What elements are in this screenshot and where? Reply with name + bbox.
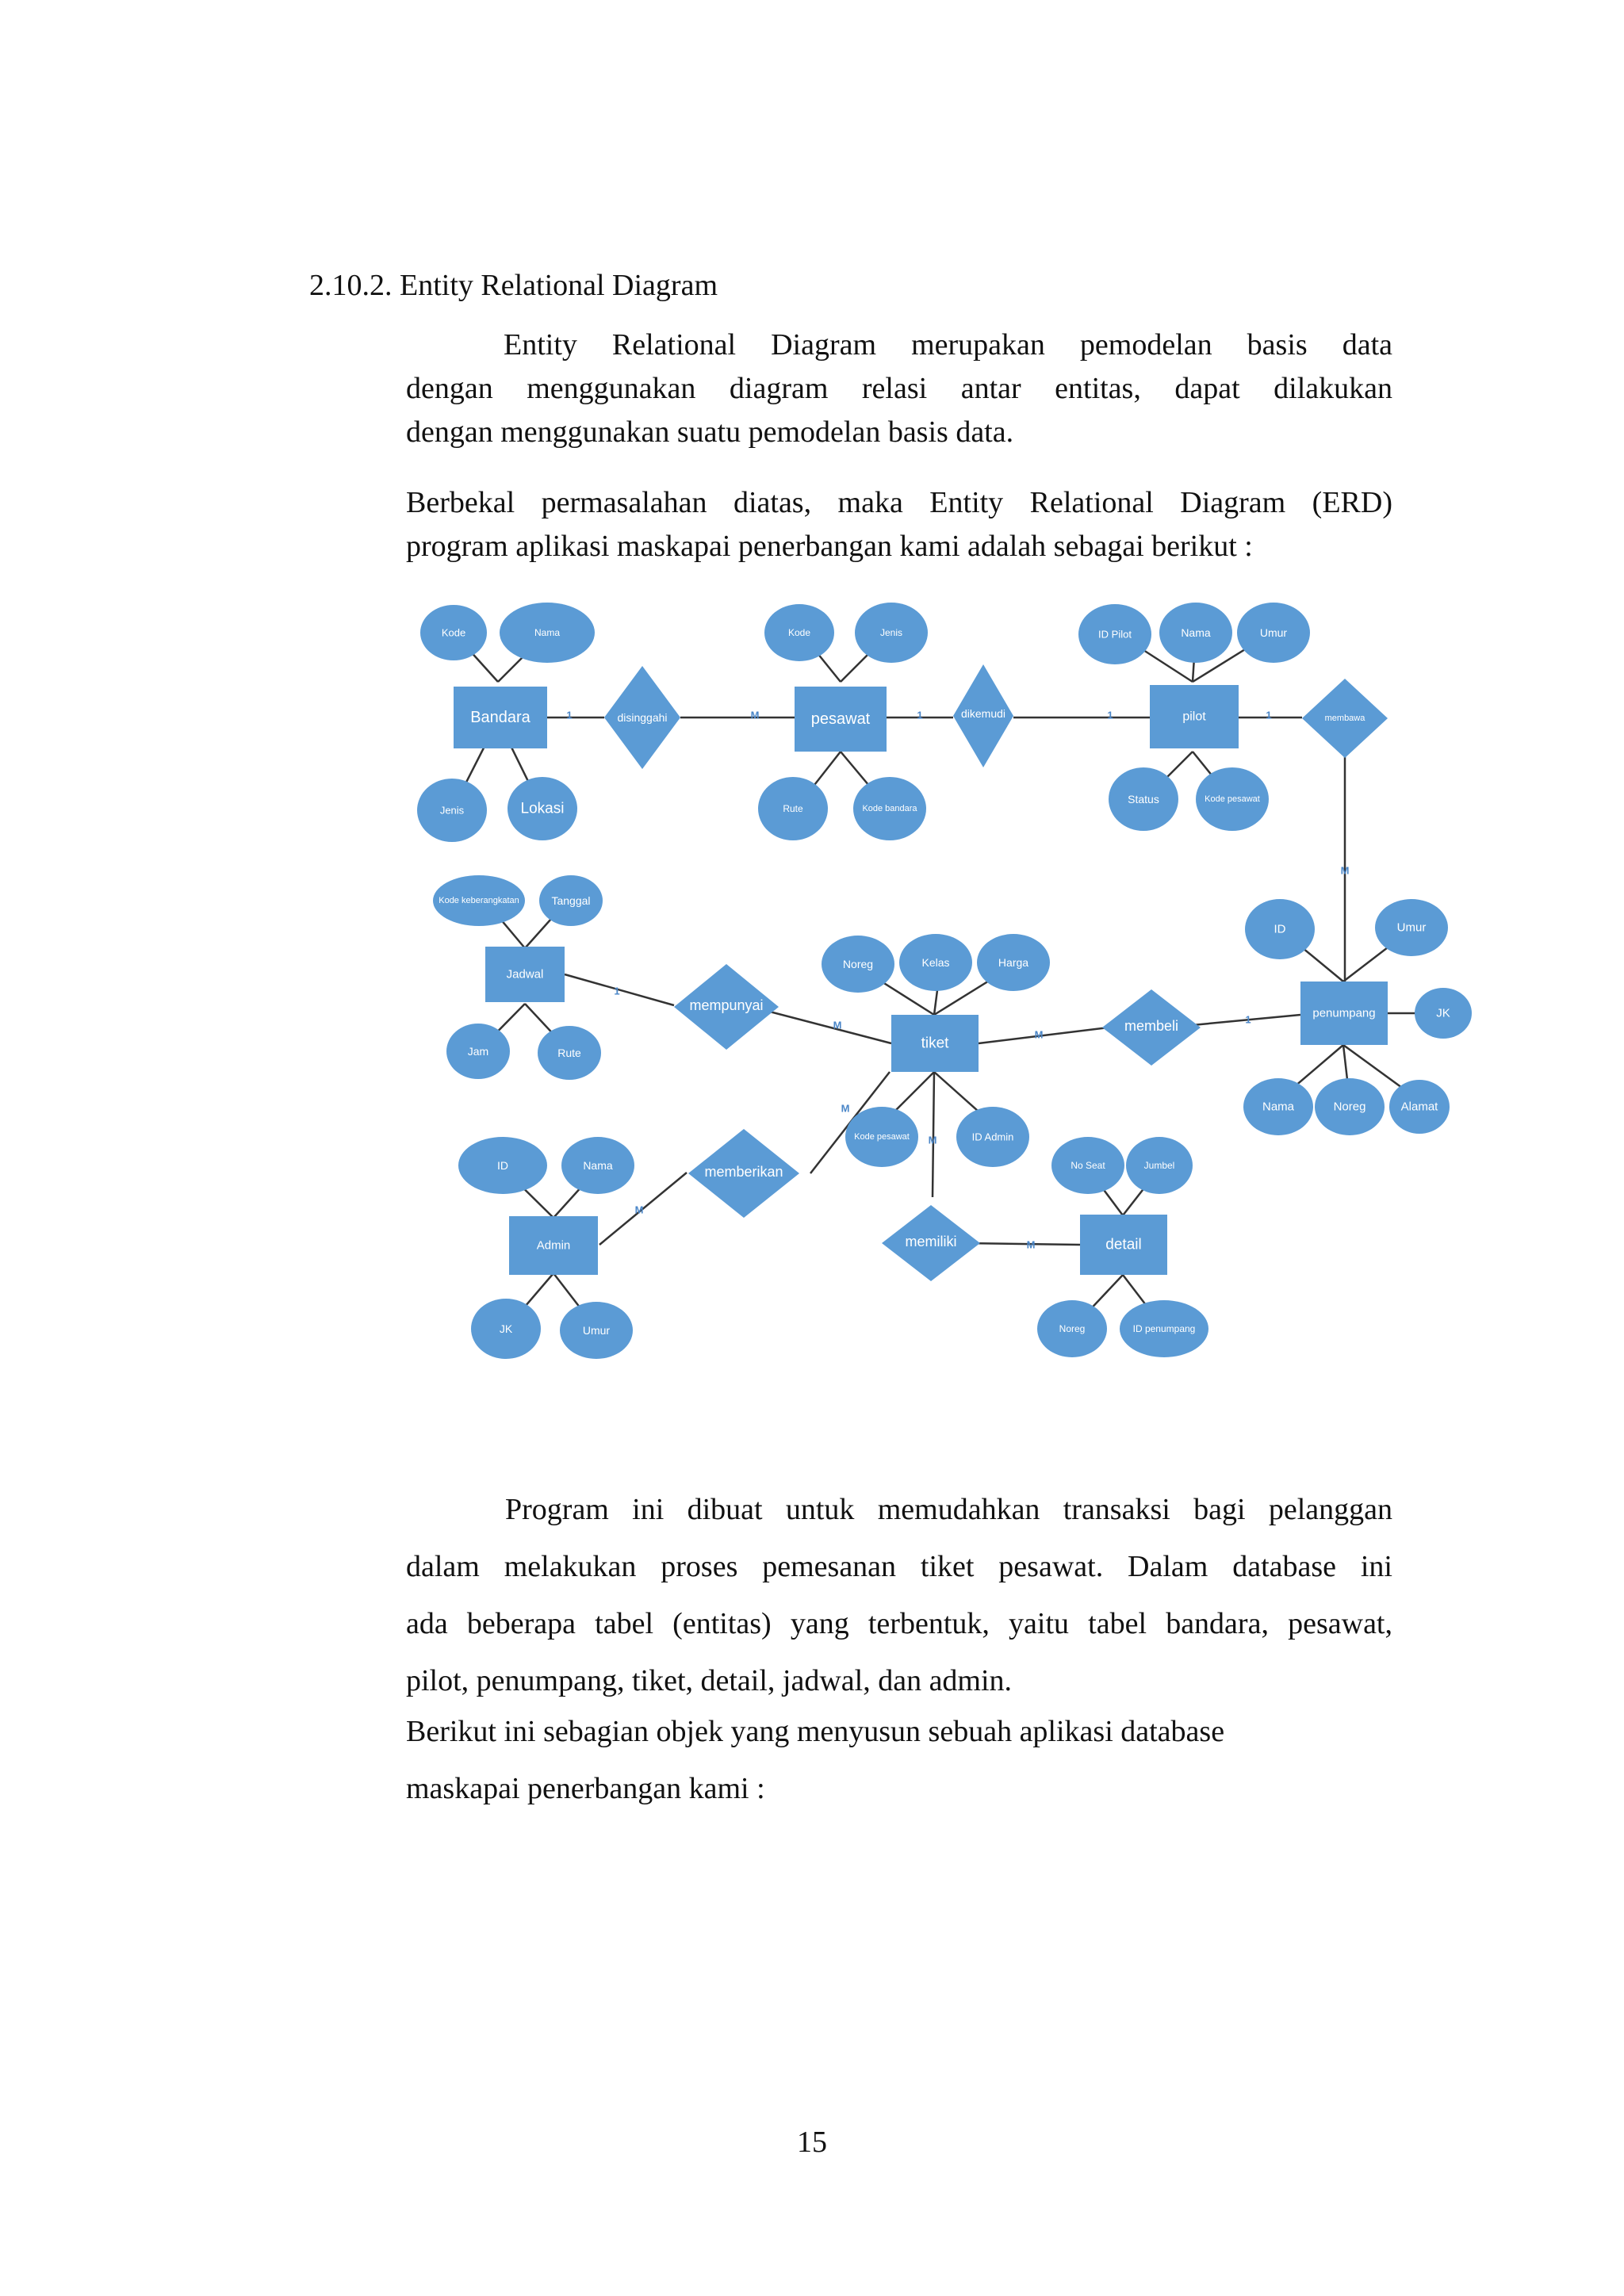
text-line: ada beberapa tabel (entitas) yang terbentuk, yaitu tabel bandara, pesawat, bbox=[406, 1607, 1392, 1640]
attr-detail-jumbel-label: Jumbel bbox=[1143, 1160, 1175, 1171]
attr-pilot-status-label: Status bbox=[1128, 793, 1159, 806]
attr-penumpang-jk-label: JK bbox=[1436, 1006, 1450, 1020]
cardinality-label: M bbox=[841, 1102, 850, 1115]
relation-membawa-label: membawa bbox=[1324, 714, 1365, 723]
attr-pilot-id-label: ID Pilot bbox=[1098, 628, 1132, 641]
intro-paragraph-1 bbox=[406, 323, 1392, 454]
entity-bandara-label: Bandara bbox=[470, 709, 530, 726]
entity-detail-label: detail bbox=[1105, 1236, 1142, 1253]
attr-detail-id-penumpang-label: ID penumpang bbox=[1132, 1323, 1196, 1334]
attr-pilot-umur-label: Umur bbox=[1259, 626, 1288, 639]
cardinality-label: M bbox=[750, 709, 760, 721]
text-line: Berbekal permasalahan diatas, maka Entity Relational Diagram (ERD) bbox=[406, 486, 1392, 519]
text-line: dalam melakukan proses pemesanan tiket pesawat. Dalam database ini bbox=[406, 1550, 1392, 1583]
relation-dikemudi-label: dikemudi bbox=[960, 707, 1006, 720]
text-line: dengan menggunakan diagram relasi antar entitas, dapat dilakukan bbox=[406, 372, 1392, 405]
relation-mempunyai-label: mempunyai bbox=[689, 997, 764, 1013]
cardinality-label: 1 bbox=[917, 709, 923, 721]
cardinality-label: M bbox=[1034, 1028, 1044, 1041]
text-line: Berikut ini sebagian objek yang menyusun sebuah aplikasi database bbox=[406, 1715, 1225, 1748]
attr-penumpang-id-label: ID bbox=[1274, 922, 1286, 936]
body-paragraph-1 bbox=[406, 1481, 1392, 1709]
cardinality-label: 1 bbox=[1245, 1013, 1251, 1026]
cardinality-label: M bbox=[1340, 864, 1350, 877]
entity-pilot-label: pilot bbox=[1182, 710, 1206, 724]
attr-pesawat-jenis-label: Jenis bbox=[879, 627, 903, 638]
attr-pesawat-rute-label: Rute bbox=[783, 803, 803, 814]
entity-jadwal-label: Jadwal bbox=[506, 967, 544, 982]
attr-admin-jk-label: JK bbox=[499, 1322, 513, 1335]
cardinality-label: 1 bbox=[1266, 709, 1272, 721]
attr-pesawat-kode-label: Kode bbox=[787, 627, 811, 638]
attr-jadwal-jam-label: Jam bbox=[467, 1045, 489, 1058]
cardinality-label: 1 bbox=[1107, 709, 1113, 721]
attr-pesawat-kode-bandara-label: Kode bandara bbox=[862, 804, 917, 813]
cardinality-label: M bbox=[928, 1134, 937, 1146]
text-line: Entity Relational Diagram merupakan pemodelan basis data bbox=[504, 328, 1392, 362]
cardinality-label: M bbox=[833, 1019, 842, 1031]
attr-bandara-nama-label: Nama bbox=[534, 627, 561, 638]
text-line: program aplikasi maskapai penerbangan kami adalah sebagai berikut : bbox=[406, 530, 1253, 563]
entity-penumpang-label: penumpang bbox=[1312, 1006, 1376, 1020]
entity-tiket-label: tiket bbox=[921, 1035, 949, 1052]
attr-pilot-nama-label: Nama bbox=[1181, 626, 1211, 639]
attr-penumpang-umur-label: Umur bbox=[1396, 920, 1427, 935]
page-number: 15 bbox=[797, 2126, 827, 2159]
relation-membeli-label: membeli bbox=[1124, 1018, 1179, 1034]
relation-memiliki-label: memiliki bbox=[905, 1234, 957, 1249]
attr-tiket-kelas-label: Kelas bbox=[921, 956, 950, 969]
attr-pilot-kode-pesawat-label: Kode pesawat bbox=[1205, 794, 1260, 804]
relation-disinggahi-label: disinggahi bbox=[617, 711, 668, 724]
cardinality-label: M bbox=[634, 1203, 644, 1216]
attr-tiket-noreg-label: Noreg bbox=[842, 958, 874, 970]
attr-jadwal-rute-label: Rute bbox=[557, 1047, 581, 1059]
erd-diagram bbox=[404, 593, 1483, 1370]
attr-admin-id-label: ID bbox=[497, 1159, 508, 1172]
attr-penumpang-noreg-label: Noreg bbox=[1333, 1100, 1366, 1114]
section-heading: 2.10.2. Entity Relational Diagram bbox=[309, 269, 718, 302]
intro-paragraph-2 bbox=[406, 481, 1392, 568]
attr-tiket-harga-label: Harga bbox=[998, 956, 1029, 969]
text-line: dengan menggunakan suatu pemodelan basis data. bbox=[406, 415, 1014, 449]
text-line: Program ini dibuat untuk memudahkan transaksi bagi pelanggan bbox=[505, 1493, 1392, 1526]
attr-detail-noreg-label: Noreg bbox=[1059, 1323, 1086, 1334]
attr-tiket-id-admin-label: ID Admin bbox=[971, 1131, 1014, 1143]
attr-bandara-jenis-label: Jenis bbox=[439, 804, 465, 817]
cardinality-label: 1 bbox=[566, 709, 573, 721]
text-line: pilot, penumpang, tiket, detail, jadwal, dan admin. bbox=[406, 1664, 1013, 1697]
cardinality-label: M bbox=[1026, 1238, 1036, 1251]
attr-bandara-lokasi-label: Lokasi bbox=[520, 800, 565, 817]
cardinality-label: 1 bbox=[614, 985, 620, 997]
attr-penumpang-alamat-label: Alamat bbox=[1400, 1100, 1438, 1114]
attr-detail-no-seat-label: No Seat bbox=[1071, 1160, 1105, 1171]
attr-bandara-kode-label: Kode bbox=[441, 626, 466, 639]
attr-jadwal-tanggal-label: Tanggal bbox=[551, 894, 591, 907]
relation-memberikan-label: memberikan bbox=[704, 1164, 783, 1180]
attr-tiket-kode-pesawat-label: Kode pesawat bbox=[854, 1132, 910, 1142]
entity-admin-label: Admin bbox=[536, 1238, 571, 1253]
body-paragraph-2 bbox=[406, 1703, 1392, 1817]
attr-penumpang-nama-label: Nama bbox=[1262, 1100, 1295, 1114]
text-line: maskapai penerbangan kami : bbox=[406, 1772, 765, 1805]
attr-jadwal-kode-keberangkatan-label: Kode keberangkatan bbox=[439, 896, 519, 905]
attr-admin-nama-label: Nama bbox=[583, 1159, 613, 1172]
entity-pesawat-label: pesawat bbox=[810, 710, 871, 728]
attr-admin-umur-label: Umur bbox=[582, 1324, 611, 1337]
